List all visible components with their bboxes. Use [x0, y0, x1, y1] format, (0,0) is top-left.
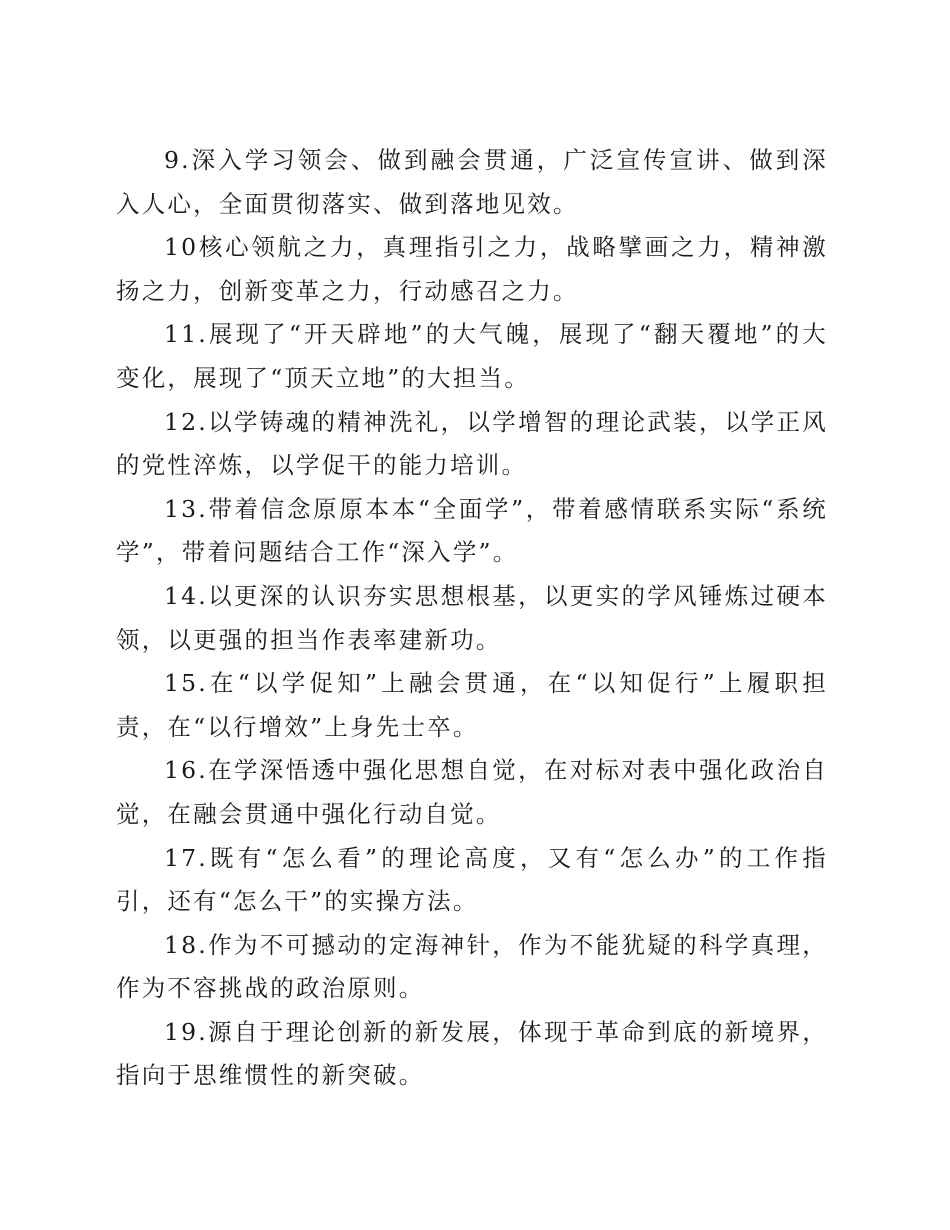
paragraph-11: 11.展现了“开天辟地”的大气魄，展现了“翻天覆地”的大变化，展现了“顶天立地”的大担当。	[116, 320, 828, 392]
paragraph-18: 18.作为不可撼动的定海神针，作为不能犹疑的科学真理，作为不容挑战的政治原则。	[116, 930, 828, 1003]
paragraph-13: 13.带着信念原原本本“全面学”，带着感情联系实际“系统学”，带着问题结合工作“深入学”。	[116, 494, 828, 567]
paragraph-17: 17.既有“怎么看”的理论高度，又有“怎么办”的工作指引，还有“怎么干”的实操方法。	[116, 843, 828, 916]
paragraph-12: 12.以学铸魂的精神洗礼，以学增智的理论武装，以学正风的党性淬炼，以学促干的能力培训。	[116, 407, 828, 480]
paragraph-16: 16.在学深悟透中强化思想自觉，在对标对表中强化政治自觉，在融会贯通中强化行动自觉。	[116, 756, 828, 828]
paragraph-14: 14.以更深的认识夯实思想根基，以更实的学风锤炼过硬本领，以更强的担当作表率建新功。	[116, 581, 828, 654]
paragraph-19: 19.源自于理论创新的新发展，体现于革命到底的新境界，指向于思维惯性的新突破。	[116, 1017, 828, 1090]
paragraph-9: 9.深入学习领会、做到融会贯通，广泛宣传宣讲、做到深入人心，全面贯彻落实、做到落地见效。	[116, 146, 828, 218]
document-body	[116, 139, 828, 1098]
paragraph-15: 15.在“以学促知”上融会贯通，在“以知促行”上履职担责，在“以行增效”上身先士卒。	[116, 669, 828, 741]
paragraph-10: 10核心领航之力，真理指引之力，战略擘画之力，精神激扬之力，创新变革之力，行动感召之力。	[116, 233, 828, 305]
